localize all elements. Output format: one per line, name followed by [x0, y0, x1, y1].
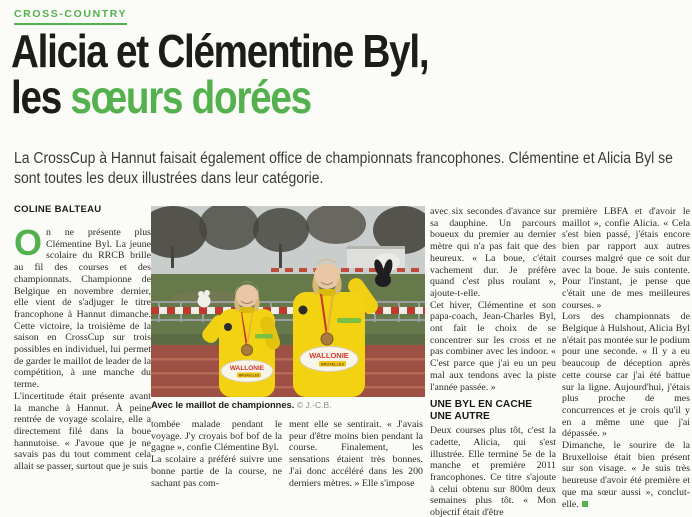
headline [11, 25, 429, 123]
headline-line2-black: les [11, 71, 71, 123]
paragraph-text: n ne présente plus Clémentine Byl. La jeune scolaire du RRCB brille au fil des courses et des championnats. Championne de Belgique en novembre dernier, elle vient de s'adjuger le titre francophone à Hannut dimanche. Cette victoire, la troisième de la saison en CrossCup sur trois possibles en individuel, lui permet de garder le maillot de leader de la compétition, à une manche du terme. [14, 227, 151, 391]
photo-striped-tape [151, 307, 425, 314]
jersey-wallonie-right: WALLONIE [309, 351, 349, 360]
article-column-2 [151, 419, 282, 517]
article-paragraph [562, 440, 690, 510]
article-paragraph [14, 227, 151, 391]
jersey-bruxelles-left: BRUXELLES [238, 373, 260, 378]
photo-lane-line [151, 372, 425, 375]
champions-photo [151, 206, 425, 397]
article-paragraph: L'incertitude était présente avant la manche à Hannut. À peine rentrée de voyage scolaire, elle a directement filé dans la boue hannutoise. « J'avoue que je ne savais pas du tout comment cela allait se passer, surtout que je suis [14, 390, 151, 473]
photo-track-verge [151, 334, 425, 345]
photo-lane-line [151, 358, 425, 361]
article-photo [151, 206, 425, 410]
jersey-wallonie-left: WALLONIE [229, 365, 265, 372]
photo-caption-text: Avec le maillot de championnes. [151, 400, 295, 410]
section-kicker: CROSS-COUNTRY [14, 8, 127, 25]
article-paragraph: première LBFA et d'avoir le maillot », confie Alicia. « Cela s'est bien passé, j'étais encore bien par rapport aux autres courses malgré que ce soit dur avec la boue. Je suis contente. Pour l'instant, je pense que c'était une de mes meilleures courses. » [562, 206, 690, 311]
article-paragraph: tombée malade pendant le voyage. J'y croyais bof bof de la gagne », confie Clémentine Byl. [151, 419, 282, 454]
photo-credit: © J.-C.B. [296, 400, 332, 410]
article-paragraph: Lors des championnats de Belgique à Hulshout, Alicia Byl n'était pas montée sur le podium pour une seconde. « Il y a eu beaucoup de déception après cette course car j'ai été battue sur la ligne. Aujourd'hui, j'étais plus proche de mes concurrences et je crois qu'il y en a même une que j'ai dépassée. » [562, 311, 690, 440]
article-column-5 [562, 206, 690, 517]
photo-caption [151, 400, 425, 410]
article-paragraph: avec six secondes d'avance sur sa dauphine. Un parcours boueux du premier au dernier mètre qui n'a pas fait que des heureux. « La boue, c'était vachement dur. Je préfère quand c'est plus roulant », ajoute-t-elle. [430, 206, 556, 299]
photo-track [151, 345, 425, 397]
article-end-marker [582, 501, 588, 507]
jersey-bruxelles-right: BRUXELLES [321, 362, 344, 367]
article-paragraph: La scolaire a préféré suivre une bonne partie de la course, ne sachant pas com- [151, 454, 282, 489]
dropcap: O [14, 227, 43, 263]
article-paragraph: Deux courses plus tôt, c'est la cadette, Alicia, qui s'est illustrée. Elle termine 5e de la manche et première 2011 francophones. Ce titre s'ajoute à celui obtenu sur 800m deux semaines plus tôt. « Mon objectif était d'être [430, 425, 556, 517]
byline: COLINE BALTEAU [14, 204, 102, 215]
photo-lane-line [151, 386, 425, 389]
article-column-4 [430, 206, 556, 517]
headline-line1: Alicia et Clémentine Byl, [11, 25, 429, 77]
headline-line2-green: sœurs dorées [70, 71, 311, 123]
article-column-1 [14, 227, 151, 517]
article-subhead: UNE BYL EN CACHE UNE AUTRE [430, 399, 533, 423]
article-paragraph: Cet hiver, Clémentine et son papa-coach, Jean-Charles Byl, ont fait le choix de se concentrer sur les cross et ne pas combiner avec les indoor. « C'est parce que j'ai eu un peu mal aux tendons avec la piste l'année passée. » [430, 299, 556, 393]
article-paragraph: ment elle se sentirait. « J'avais peur d'être moins bien pendant la course. Finalement, les sensations étaient très bonnes. J'ai donc accéléré dans les 200 derniers mètres. » Elle s'impose [289, 419, 423, 489]
photo-building-roof [347, 246, 405, 249]
lede: La CrossCup à Hannut faisait également office de championnats francophones. Clémentine et Alicia Byl se sont toutes les deux illustrées dans leur catégorie. [14, 150, 673, 187]
article-column-3 [289, 419, 423, 517]
paragraph-text: Dimanche, le sourire de la Bruxelloise était bien présent sur son visage. « Je suis très heureuse d'avoir été première et que ma sœur aussi », conclut-elle. [562, 440, 690, 510]
